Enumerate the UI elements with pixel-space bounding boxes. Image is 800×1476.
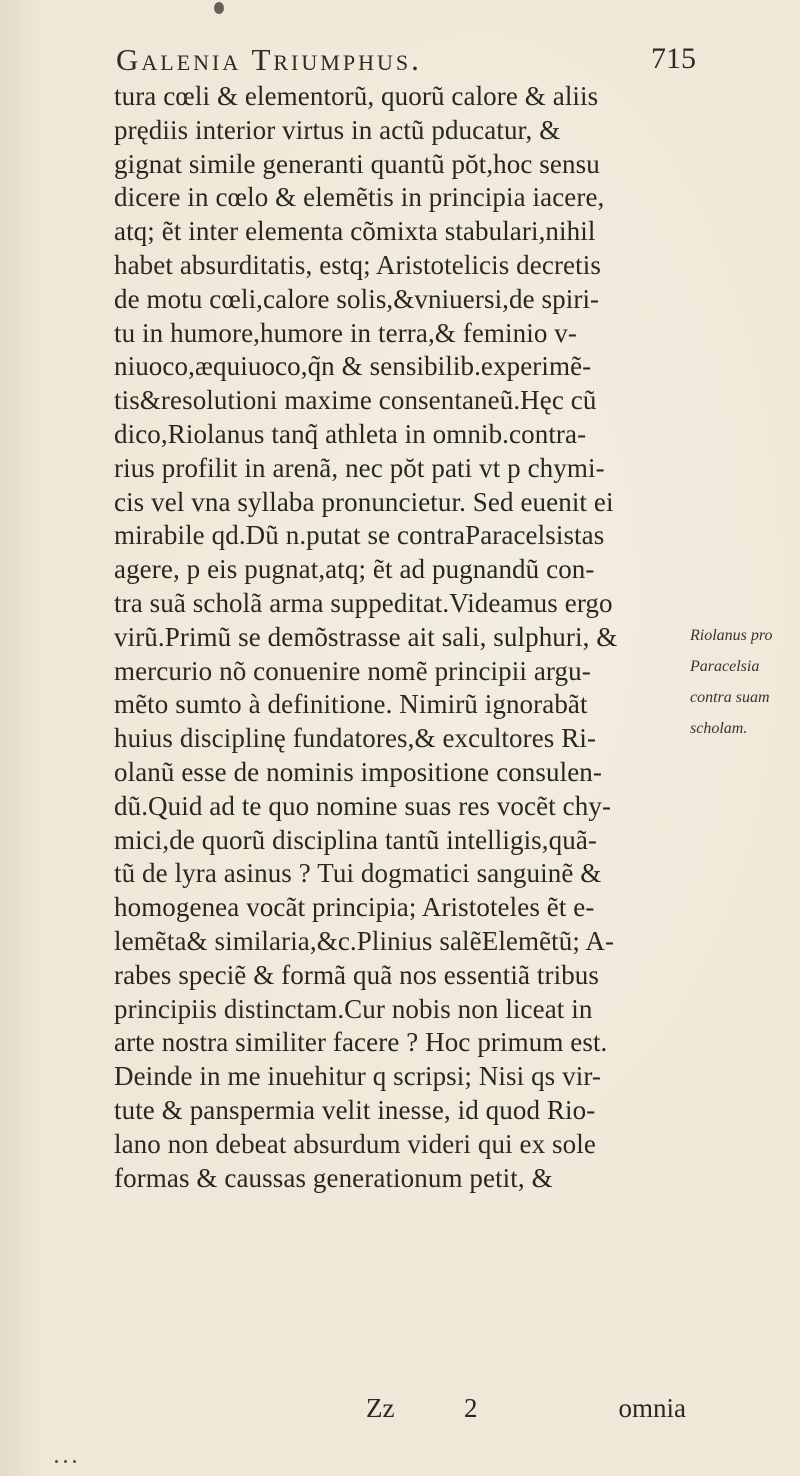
text-line: lemẽta& similaria,&c.Plinius salẽElemẽtũ; A-: [114, 925, 615, 956]
text-line: principiis distinctam.Cur nobis non liceat in: [114, 993, 593, 1024]
text-line: dũ.Quid ad te quo nomine suas res vocẽt chy-: [114, 790, 612, 821]
marginal-note-line: contra suam: [690, 689, 770, 706]
text-line: habet absurditatis, estq; Aristotelicis decretis: [114, 249, 601, 280]
text-line: tute & panspermia velit inesse, id quod Rio-: [114, 1094, 596, 1125]
text-line: gignat simile generanti quantũ pŏt,hoc sensu: [114, 148, 600, 179]
text-line: formas & caussas generationum petit, &: [114, 1162, 553, 1193]
running-title: Galenia Triumphus.: [116, 42, 422, 77]
signature-number: 2: [464, 1393, 478, 1423]
text-line: rius profilit in arenã, nec pŏt pati vt p chymi-: [114, 452, 605, 483]
text-line: tura cœli & elementorũ, quorũ calore & aliis: [114, 81, 599, 111]
page-header: [116, 42, 696, 78]
marginal-note: [690, 620, 800, 744]
text-line: tũ de lyra asinus ? Tui dogmatici sanguinẽ &: [114, 858, 602, 889]
text-line: huius disciplinę fundatores,& excultores Ri-: [114, 723, 597, 754]
ink-blot: [214, 2, 224, 14]
text-line: tu in humore,humore in terra,& feminio v-: [114, 317, 577, 348]
text-line: agere, p eis pugnat,atq; ẽt ad pugnandũ con-: [114, 554, 595, 585]
text-line: rabes speciẽ & formã quã nos essentiã tribus: [114, 959, 600, 990]
text-line: atq; ẽt inter elementa cõmixta stabulari,nihil: [114, 216, 596, 247]
text-line: homogenea vocãt principia; Aristoteles ẽt e-: [114, 892, 595, 923]
body-text: [114, 80, 674, 1195]
page-footer: [366, 1393, 686, 1427]
marginal-note-line: Paracelsia: [690, 658, 760, 675]
marginal-note-line: Riolanus pro: [690, 627, 773, 644]
text-line: virũ.Primũ se demõstrasse ait sali, sulphuri, &: [114, 621, 618, 652]
text-line: mercurio nõ conuenire nomẽ principii argu-: [114, 655, 591, 686]
text-line: mici,de quorũ disciplina tantũ intelligis,quã-: [114, 824, 598, 855]
text-line: cis vel vna syllaba pronuncietur. Sed euenit ei: [114, 486, 614, 517]
text-line: arte nostra similiter facere ? Hoc primum est.: [114, 1027, 608, 1058]
text-line: niuoco,æquiuoco,q̃n & sensibilib.experimẽ-: [114, 351, 592, 382]
page-number: 715: [651, 42, 696, 75]
text-line: olanũ esse de nominis impositione consulen-: [114, 756, 602, 787]
paper-specks: [55, 1448, 95, 1454]
text-line: mẽto sumto à definitione. Nimirũ ignorabãt: [114, 689, 588, 720]
text-line: tis&resolutioni maxime consentaneũ.Hęc cũ: [114, 385, 597, 416]
text-line: tra suã scholã arma suppeditat.Videamus ergo: [114, 587, 613, 618]
text-line: mirabile qd.Dũ n.putat se contraParacelsistas: [114, 520, 605, 551]
catchword: omnia: [618, 1393, 686, 1423]
text-line: Deinde in me inuehitur q scripsi; Nisi qs vir-: [114, 1061, 601, 1092]
text-line: dico,Riolanus tanq̃ athleta in omnib.contra-: [114, 418, 587, 449]
signature-mark: Zz: [366, 1393, 395, 1423]
text-line: dicere in cœlo & elemẽtis in principia iacere,: [114, 182, 605, 213]
text-line: de motu cœli,calore solis,&vniuersi,de spiri-: [114, 283, 600, 314]
text-line: prędiis interior virtus in actũ pducatur, &: [114, 114, 561, 145]
marginal-note-line: scholam.: [690, 720, 748, 737]
text-line: lano non debeat absurdum videri qui ex sole: [114, 1128, 596, 1159]
